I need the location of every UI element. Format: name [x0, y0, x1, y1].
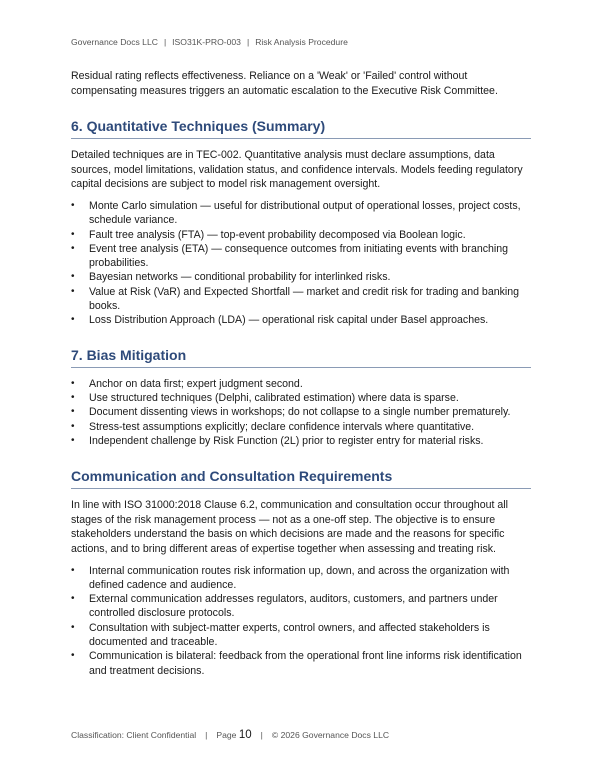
list-item — [71, 377, 531, 391]
list-item — [71, 228, 531, 242]
section-6-paragraph: Detailed techniques are in TEC-002. Quantitative analysis must declare assumptions, data sources, model limitations, validation status, and confidence intervals. Models feeding regulatory capital decisions are subject to model risk management oversight. — [71, 149, 523, 191]
section-6-heading: 6. Quantitative Techniques (Summary) — [71, 118, 531, 139]
intro-paragraph: Residual rating reflects effectiveness. Reliance on a 'Weak' or 'Failed' control without compensating measures triggers an automatic escalation to the Executive Risk Committee. — [71, 70, 498, 97]
list-item-text: Internal communication routes risk information up, down, and across the organization with defined cadence and audience. — [89, 564, 510, 591]
list-item — [71, 242, 531, 271]
footer-separator: | — [260, 730, 263, 740]
list-item — [71, 199, 531, 228]
bullet-icon: • — [71, 377, 75, 389]
list-item — [71, 649, 531, 678]
page-content — [71, 69, 531, 678]
header-separator: | — [246, 37, 250, 47]
page-footer — [71, 729, 389, 741]
bullet-icon: • — [71, 314, 75, 326]
list-item — [71, 564, 531, 593]
section-6-list — [71, 199, 531, 328]
list-item-text: Consultation with subject-matter experts, control owners, and affected stakeholders is documented and traceable. — [89, 621, 490, 648]
list-item-text: Independent challenge by Risk Function (2L) prior to register entry for material risks. — [89, 434, 484, 447]
footer-copyright: © 2026 Governance Docs LLC — [271, 730, 390, 740]
list-item-text: Bayesian networks — conditional probability for interlinked risks. — [89, 271, 391, 284]
list-item — [71, 621, 531, 650]
list-item — [71, 592, 531, 621]
bullet-icon: • — [71, 420, 75, 432]
list-item-text: Monte Carlo simulation — useful for distributional output of operational losses, project costs, schedule variance. — [89, 199, 521, 227]
bullet-icon: • — [71, 406, 75, 418]
list-item — [71, 420, 531, 434]
list-item-text: External communication addresses regulators, auditors, customers, and partners under controlled disclosure protocols. — [89, 593, 498, 620]
list-item-text: Stress-test assumptions explicitly; declare confidence intervals where quantitative. — [89, 420, 475, 433]
bullet-icon: • — [71, 564, 75, 576]
header-separator: | — [163, 37, 167, 47]
bullet-icon: • — [71, 199, 75, 211]
bullet-icon: • — [71, 242, 75, 254]
section-7-heading: 7. Bias Mitigation — [71, 347, 531, 368]
header-company: Governance Docs LLC — [71, 37, 158, 47]
communication-heading: Communication and Consultation Requirements — [71, 468, 531, 489]
list-item — [71, 313, 531, 327]
communication-list — [71, 564, 531, 678]
footer-separator: | — [205, 730, 208, 740]
list-item-text: Anchor on data first; expert judgment second. — [89, 377, 303, 390]
header-doc-title: Risk Analysis Procedure — [255, 37, 348, 47]
bullet-icon: • — [71, 434, 75, 446]
list-item — [71, 391, 531, 405]
bullet-icon: • — [71, 621, 75, 633]
list-item — [71, 285, 531, 314]
list-item — [71, 434, 531, 448]
header-doc-id: ISO31K-PRO-003 — [172, 37, 241, 47]
page-number: 10 — [238, 729, 252, 741]
footer-classification: Classification: Client Confidential — [71, 730, 197, 740]
list-item-text: Event tree analysis (ETA) — consequence outcomes from initiating events with branching probabilities. — [89, 242, 509, 270]
list-item-text: Document dissenting views in workshops; do not collapse to a single number prematurely. — [89, 406, 511, 419]
list-item — [71, 270, 531, 284]
list-item-text: Loss Distribution Approach (LDA) — operational risk capital under Basel approaches. — [89, 314, 489, 327]
list-item — [71, 405, 531, 419]
running-header — [71, 37, 348, 47]
list-item-text: Value at Risk (VaR) and Expected Shortfall — market and credit risk for trading and banking books. — [89, 285, 520, 313]
bullet-icon: • — [71, 650, 75, 662]
communication-paragraph: In line with ISO 31000:2018 Clause 6.2, communication and consultation occur throughout all stages of the risk management process — not as a one-off step. The objective is to ensure stakeholders understand the basis on which decisions are made and the reasons for specific actions, and to bring different areas of expertise together when assessing and treating risk. — [71, 499, 508, 555]
footer-page-label: Page — [216, 730, 237, 740]
list-item-text: Fault tree analysis (FTA) — top-event probability decomposed via Boolean logic. — [89, 228, 466, 241]
section-7-list — [71, 377, 531, 448]
bullet-icon: • — [71, 391, 75, 403]
list-item-text: Use structured techniques (Delphi, calibrated estimation) where data is sparse. — [89, 391, 459, 404]
bullet-icon: • — [71, 285, 75, 297]
bullet-icon: • — [71, 593, 75, 605]
list-item-text: Communication is bilateral: feedback from the operational front line informs risk identification and treatment decisions. — [89, 650, 522, 677]
bullet-icon: • — [71, 271, 75, 283]
bullet-icon: • — [71, 228, 75, 240]
